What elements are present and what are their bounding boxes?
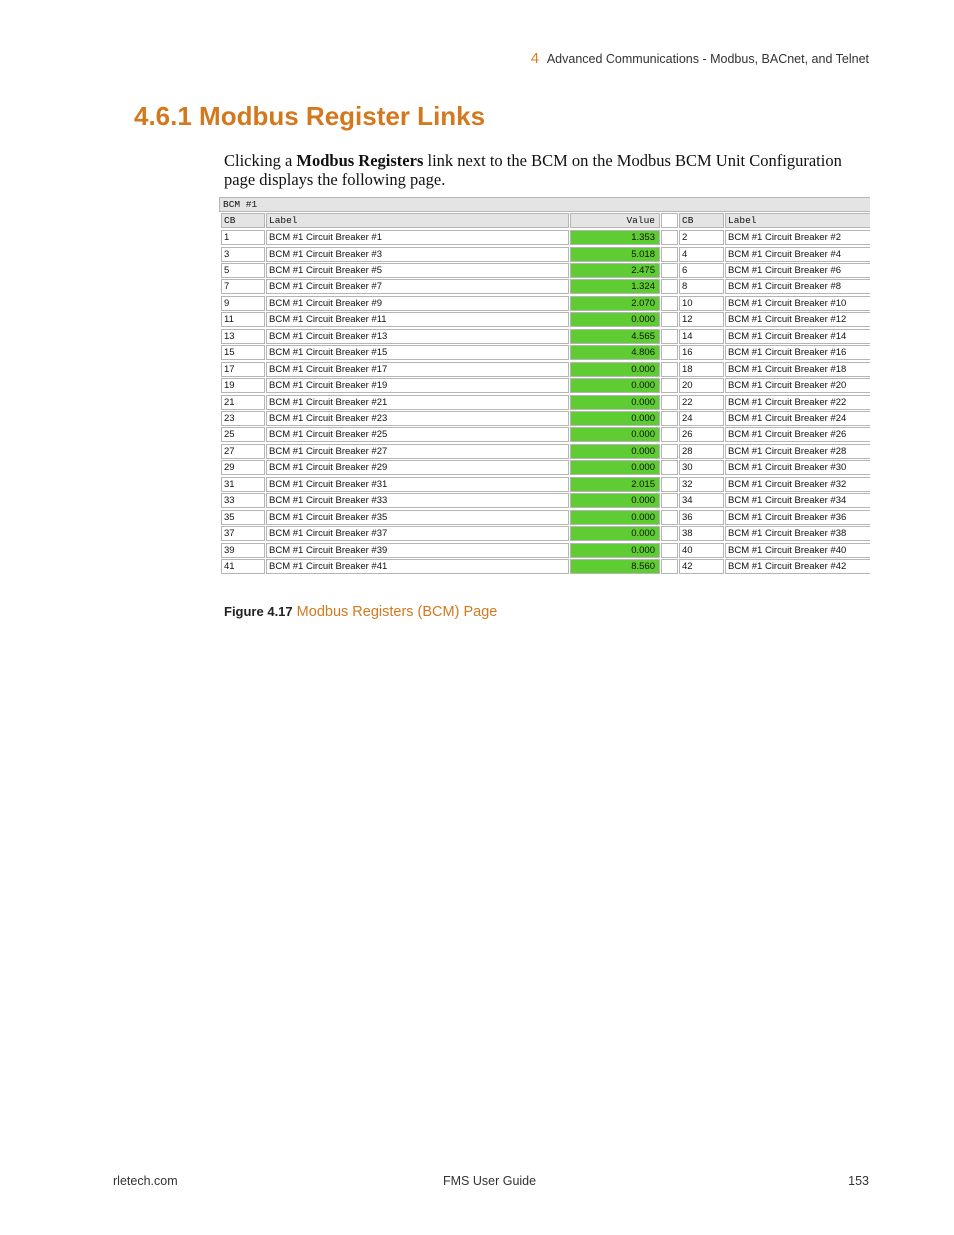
- cell-cb-2: 26: [679, 427, 724, 442]
- cell-label: BCM #1 Circuit Breaker #15: [266, 345, 569, 360]
- cell-label-2: BCM #1 Circuit Breaker #26: [725, 427, 870, 442]
- cell-cb-2: 32: [679, 477, 724, 492]
- cell-label-2: BCM #1 Circuit Breaker #38: [725, 526, 870, 541]
- cell-value: 0.000: [570, 543, 660, 558]
- cell-value: 0.000: [570, 395, 660, 410]
- footer-page-number: 153: [848, 1174, 869, 1188]
- chapter-title: Advanced Communications - Modbus, BACnet, and Telnet: [546, 52, 869, 66]
- cell-spacer: [661, 296, 678, 311]
- cell-label: BCM #1 Circuit Breaker #27: [266, 444, 569, 459]
- cell-label: BCM #1 Circuit Breaker #21: [266, 395, 569, 410]
- cell-label-2: BCM #1 Circuit Breaker #22: [725, 395, 870, 410]
- cell-value: 0.000: [570, 526, 660, 541]
- cell-spacer: [661, 279, 678, 294]
- cell-cb: 7: [221, 279, 265, 294]
- cell-label-2: BCM #1 Circuit Breaker #34: [725, 493, 870, 508]
- cell-cb-2: 40: [679, 543, 724, 558]
- cell-label: BCM #1 Circuit Breaker #19: [266, 378, 569, 393]
- cell-label-2: BCM #1 Circuit Breaker #12: [725, 312, 870, 327]
- cell-label-2: BCM #1 Circuit Breaker #24: [725, 411, 870, 426]
- cell-spacer: [661, 378, 678, 393]
- cell-cb-2: 18: [679, 362, 724, 377]
- cell-spacer: [661, 312, 678, 327]
- cell-label-2: BCM #1 Circuit Breaker #4: [725, 247, 870, 262]
- cell-label: BCM #1 Circuit Breaker #17: [266, 362, 569, 377]
- cell-cb: 39: [221, 543, 265, 558]
- cell-label-2: BCM #1 Circuit Breaker #6: [725, 263, 870, 278]
- cell-value: 1.353: [570, 230, 660, 245]
- header-spacer: [661, 213, 678, 228]
- cell-cb-2: 4: [679, 247, 724, 262]
- cell-spacer: [661, 345, 678, 360]
- cell-label-2: BCM #1 Circuit Breaker #8: [725, 279, 870, 294]
- cell-cb: 25: [221, 427, 265, 442]
- header-label-2: Label: [725, 213, 870, 228]
- cell-spacer: [661, 444, 678, 459]
- cell-spacer: [661, 329, 678, 344]
- intro-paragraph: [224, 151, 874, 189]
- cell-spacer: [661, 263, 678, 278]
- cell-label-2: BCM #1 Circuit Breaker #28: [725, 444, 870, 459]
- cell-value: 0.000: [570, 378, 660, 393]
- cell-cb-2: 22: [679, 395, 724, 410]
- cell-value: 4.565: [570, 329, 660, 344]
- intro-link-name: Modbus Registers: [296, 151, 424, 170]
- cell-label: BCM #1 Circuit Breaker #23: [266, 411, 569, 426]
- cell-label-2: BCM #1 Circuit Breaker #18: [725, 362, 870, 377]
- cell-value: 0.000: [570, 411, 660, 426]
- cell-cb: 1: [221, 230, 265, 245]
- cell-cb-2: 16: [679, 345, 724, 360]
- cell-label: BCM #1 Circuit Breaker #3: [266, 247, 569, 262]
- footer-guide-title: FMS User Guide: [443, 1174, 537, 1188]
- cell-label: BCM #1 Circuit Breaker #31: [266, 477, 569, 492]
- header-cb: CB: [221, 213, 265, 228]
- cell-cb: 13: [221, 329, 265, 344]
- cell-cb: 41: [221, 559, 265, 574]
- running-header: [531, 50, 869, 67]
- cell-label-2: BCM #1 Circuit Breaker #30: [725, 460, 870, 475]
- cell-value: 4.806: [570, 345, 660, 360]
- cell-cb: 35: [221, 510, 265, 525]
- cell-cb: 29: [221, 460, 265, 475]
- cell-label: BCM #1 Circuit Breaker #1: [266, 230, 569, 245]
- cell-cb-2: 42: [679, 559, 724, 574]
- cell-label: BCM #1 Circuit Breaker #25: [266, 427, 569, 442]
- cell-spacer: [661, 510, 678, 525]
- cell-spacer: [661, 395, 678, 410]
- chapter-number: 4: [530, 50, 540, 67]
- cell-spacer: [661, 427, 678, 442]
- cell-spacer: [661, 543, 678, 558]
- cell-cb-2: 34: [679, 493, 724, 508]
- cell-value: 1.324: [570, 279, 660, 294]
- cell-cb: 15: [221, 345, 265, 360]
- cell-label: BCM #1 Circuit Breaker #11: [266, 312, 569, 327]
- cell-cb: 17: [221, 362, 265, 377]
- header-label: Label: [266, 213, 569, 228]
- cell-spacer: [661, 559, 678, 574]
- cell-value: 0.000: [570, 312, 660, 327]
- cell-cb-2: 8: [679, 279, 724, 294]
- cell-label-2: BCM #1 Circuit Breaker #20: [725, 378, 870, 393]
- intro-text-before: Clicking a: [224, 151, 297, 170]
- section-heading: 4.6.1 Modbus Register Links: [134, 101, 486, 131]
- cell-label: BCM #1 Circuit Breaker #29: [266, 460, 569, 475]
- table-title: BCM #1: [219, 197, 870, 212]
- cell-spacer: [661, 493, 678, 508]
- cell-cb-2: 30: [679, 460, 724, 475]
- cell-spacer: [661, 526, 678, 541]
- cell-cb: 33: [221, 493, 265, 508]
- intro-text-after: link next to the BCM on the Modbus BCM Unit Configuration page displays the following page.: [224, 151, 842, 189]
- cell-spacer: [661, 362, 678, 377]
- cell-cb: 19: [221, 378, 265, 393]
- cell-label-2: BCM #1 Circuit Breaker #2: [725, 230, 870, 245]
- cell-spacer: [661, 477, 678, 492]
- cell-cb: 11: [221, 312, 265, 327]
- cell-cb-2: 6: [679, 263, 724, 278]
- cell-spacer: [661, 460, 678, 475]
- cell-value: 2.070: [570, 296, 660, 311]
- cell-cb: 3: [221, 247, 265, 262]
- cell-value: 0.000: [570, 427, 660, 442]
- cell-cb: 37: [221, 526, 265, 541]
- cell-cb: 21: [221, 395, 265, 410]
- cell-label-2: BCM #1 Circuit Breaker #36: [725, 510, 870, 525]
- cell-label: BCM #1 Circuit Breaker #33: [266, 493, 569, 508]
- figure-caption: [224, 604, 497, 620]
- cell-label: BCM #1 Circuit Breaker #9: [266, 296, 569, 311]
- cell-cb-2: 2: [679, 230, 724, 245]
- cell-cb-2: 12: [679, 312, 724, 327]
- cell-value: 0.000: [570, 444, 660, 459]
- cell-label-2: BCM #1 Circuit Breaker #40: [725, 543, 870, 558]
- header-cb-2: CB: [679, 213, 724, 228]
- modbus-registers-screenshot: [219, 197, 870, 579]
- cell-label: BCM #1 Circuit Breaker #5: [266, 263, 569, 278]
- cell-cb: 31: [221, 477, 265, 492]
- cell-spacer: [661, 411, 678, 426]
- footer-website: rletech.com: [113, 1174, 178, 1188]
- cell-cb: 5: [221, 263, 265, 278]
- figure-number: Figure 4.17: [224, 604, 293, 619]
- cell-cb-2: 38: [679, 526, 724, 541]
- cell-spacer: [661, 247, 678, 262]
- figure-title: Modbus Registers (BCM) Page: [296, 604, 498, 620]
- cell-cb-2: 24: [679, 411, 724, 426]
- cell-value: 2.015: [570, 477, 660, 492]
- cell-value: 0.000: [570, 460, 660, 475]
- cell-cb-2: 14: [679, 329, 724, 344]
- cell-cb: 23: [221, 411, 265, 426]
- cell-cb-2: 20: [679, 378, 724, 393]
- cell-label: BCM #1 Circuit Breaker #39: [266, 543, 569, 558]
- cell-label: BCM #1 Circuit Breaker #35: [266, 510, 569, 525]
- cell-value: 0.000: [570, 362, 660, 377]
- cell-cb-2: 10: [679, 296, 724, 311]
- cell-label-2: BCM #1 Circuit Breaker #10: [725, 296, 870, 311]
- cell-cb-2: 28: [679, 444, 724, 459]
- cell-label-2: BCM #1 Circuit Breaker #32: [725, 477, 870, 492]
- cell-value: 8.560: [570, 559, 660, 574]
- cell-label-2: BCM #1 Circuit Breaker #42: [725, 559, 870, 574]
- cell-label-2: BCM #1 Circuit Breaker #14: [725, 329, 870, 344]
- header-value: Value: [570, 213, 660, 228]
- cell-cb: 27: [221, 444, 265, 459]
- cell-cb-2: 36: [679, 510, 724, 525]
- cell-label: BCM #1 Circuit Breaker #41: [266, 559, 569, 574]
- cell-spacer: [661, 230, 678, 245]
- cell-value: 5.018: [570, 247, 660, 262]
- cell-value: 2.475: [570, 263, 660, 278]
- cell-label-2: BCM #1 Circuit Breaker #16: [725, 345, 870, 360]
- cell-cb: 9: [221, 296, 265, 311]
- cell-label: BCM #1 Circuit Breaker #7: [266, 279, 569, 294]
- cell-value: 0.000: [570, 510, 660, 525]
- cell-label: BCM #1 Circuit Breaker #37: [266, 526, 569, 541]
- cell-value: 0.000: [570, 493, 660, 508]
- cell-label: BCM #1 Circuit Breaker #13: [266, 329, 569, 344]
